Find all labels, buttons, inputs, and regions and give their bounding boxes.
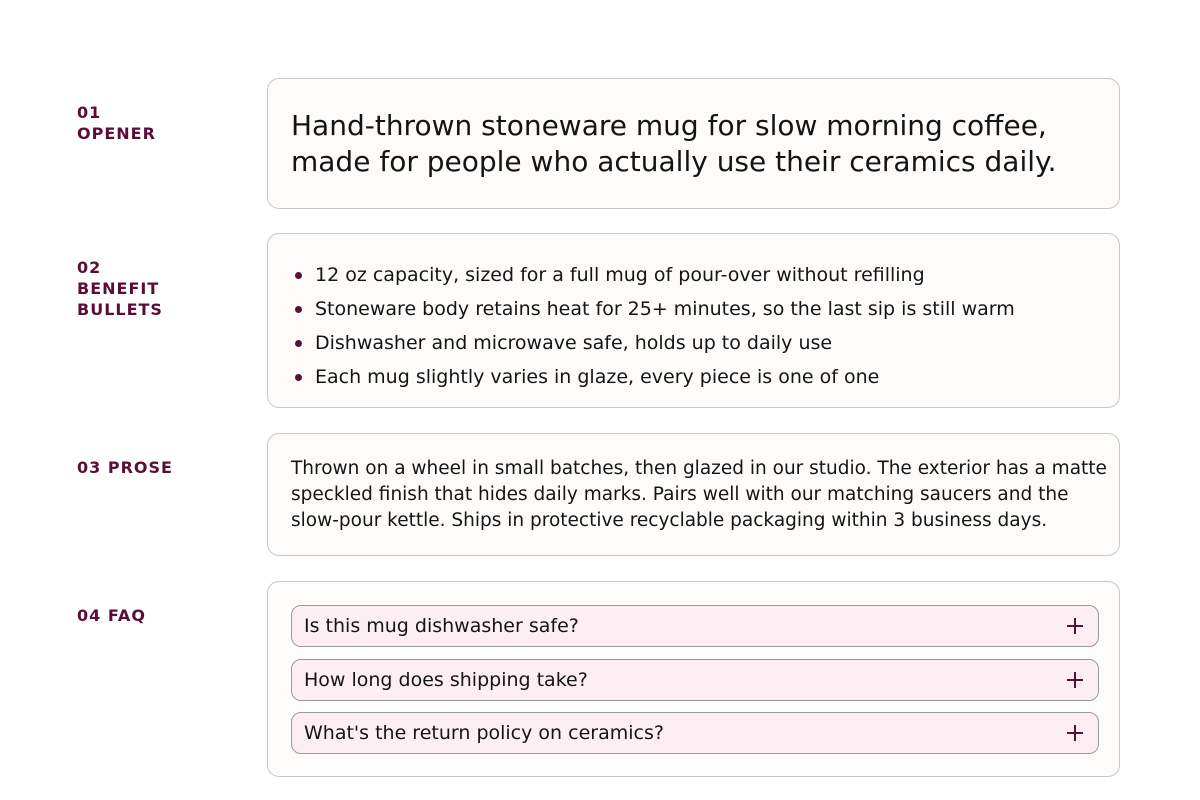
prose-card xyxy=(267,433,1120,556)
benefit-item xyxy=(295,360,1015,394)
plus-icon[interactable] xyxy=(1066,724,1084,742)
benefit-text: 12 oz capacity, sized for a full mug of pour-over without refilling xyxy=(315,264,925,286)
plus-icon[interactable] xyxy=(1066,671,1084,689)
benefit-text: Each mug slightly varies in glaze, every piece is one of one xyxy=(315,366,880,388)
opener-card xyxy=(267,78,1120,209)
benefit-text: Stoneware body retains heat for 25+ minutes, so the last sip is still warm xyxy=(315,298,1015,320)
benefit-text: Dishwasher and microwave safe, holds up to daily use xyxy=(315,332,833,354)
bullet-dot-icon xyxy=(295,306,302,313)
faq-item-shipping[interactable] xyxy=(291,659,1099,701)
benefits-label: 02 BENEFIT BULLETS xyxy=(77,258,163,319)
benefit-item xyxy=(295,326,1015,360)
benefit-item xyxy=(295,258,1015,292)
faq-question: What's the return policy on ceramics? xyxy=(304,722,664,744)
faq-item-returns[interactable] xyxy=(291,712,1099,754)
faq-item-dishwasher[interactable] xyxy=(291,605,1099,647)
faq-question: How long does shipping take? xyxy=(304,669,588,691)
opener-label: 01 OPENER xyxy=(77,103,156,143)
benefit-list xyxy=(295,258,1015,394)
plus-icon[interactable] xyxy=(1066,617,1084,635)
bullet-dot-icon xyxy=(295,340,302,347)
benefit-item xyxy=(295,292,1015,326)
faq-label: 04 FAQ xyxy=(77,606,146,625)
benefits-card xyxy=(267,233,1120,408)
faq-card xyxy=(267,581,1120,777)
opener-text: Hand-thrown stoneware mug for slow morning coffee, made for people who actually use their ceramics daily. xyxy=(291,109,1057,178)
bullet-dot-icon xyxy=(295,374,302,381)
prose-text: Thrown on a wheel in small batches, then glazed in our studio. The exterior has a matte speckled finish that hides daily marks. Pairs well with our matching saucers and the slow-pour kettle. Ships in protective recyclable packaging within 3 business days. xyxy=(291,458,1107,531)
faq-question: Is this mug dishwasher safe? xyxy=(304,615,579,637)
prose-label: 03 PROSE xyxy=(77,458,173,477)
bullet-dot-icon xyxy=(295,272,302,279)
